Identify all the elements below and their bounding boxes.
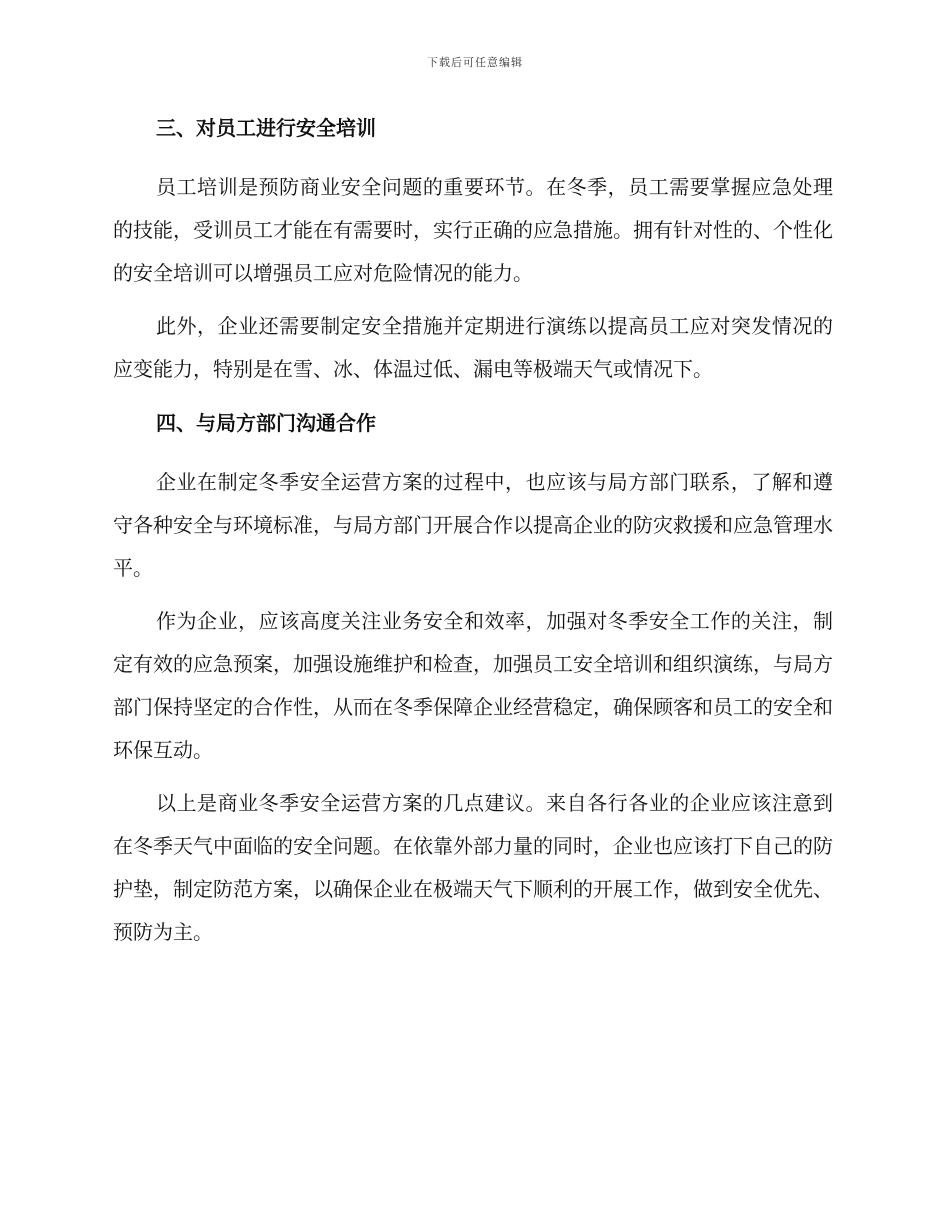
paragraph: 以上是商业冬季安全运营方案的几点建议。来自各行各业的企业应该注意到在冬季天气中面临的安全问题。在依靠外部力量的同时，企业也应该打下自己的防护垫，制定防范方案，以确保企业在极端天气下顺利的开展工作，做到安全优先、预防为主。 <box>113 791 833 944</box>
paragraph: 企业在制定冬季安全运营方案的过程中，也应该与局方部门联系，了解和遵守各种安全与环境标准，与局方部门开展合作以提高企业的防灾救援和应急管理水平。 <box>113 470 833 580</box>
document-body <box>113 108 833 964</box>
section-heading-authority-cooperation: 四、与局方部门沟通合作 <box>156 411 376 435</box>
paragraph: 员工培训是预防商业安全问题的重要环节。在冬季，员工需要掌握应急处理的技能，受训员工才能在有需要时，实行正确的应急措施。拥有针对性的、个性化的安全培训可以增强员工应对危险情况的能力。 <box>113 175 833 285</box>
paragraph: 作为企业，应该高度关注业务安全和效率，加强对冬季安全工作的关注，制定有效的应急预案，加强设施维护和检查，加强员工安全培训和组织演练，与局方部门保持坚定的合作性，从而在冬季保障企业经营稳定，确保顾客和员工的安全和环保互动。 <box>113 609 833 762</box>
section-heading-staff-training: 三、对员工进行安全培训 <box>156 116 376 140</box>
paragraph: 此外，企业还需要制定安全措施并定期进行演练以提高员工应对突发情况的应变能力，特别是在雪、冰、体温过低、漏电等极端天气或情况下。 <box>113 314 833 381</box>
page-header: 下载后可任意编辑 <box>427 56 523 69</box>
